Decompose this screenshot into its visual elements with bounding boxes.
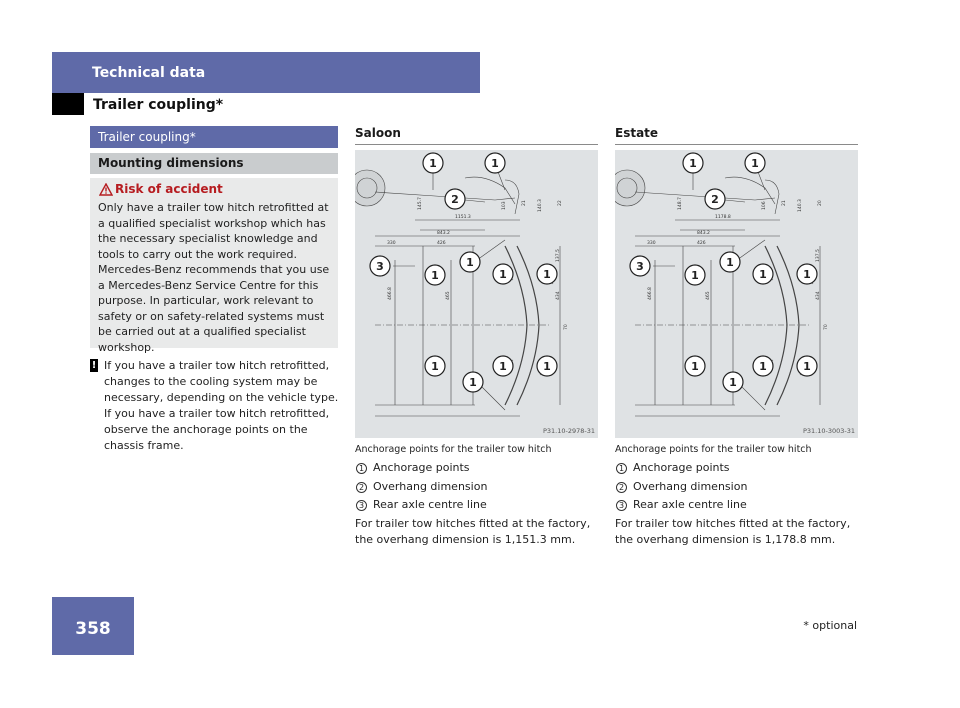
legend-label: Anchorage points — [373, 461, 470, 474]
saloon-dim-5: 466.8 — [388, 287, 393, 300]
legend-number: 2 — [356, 482, 367, 493]
header-marker — [52, 93, 84, 115]
legend-item — [615, 478, 860, 497]
legend-number: 2 — [616, 482, 627, 493]
svg-text:1: 1 — [729, 376, 737, 389]
legend-number: 3 — [616, 500, 627, 511]
saloon-diagram-ref: P31.10-2978-31 — [542, 427, 595, 435]
warning-heading: Risk of accident — [115, 182, 223, 196]
footnote: * optional — [803, 619, 857, 632]
legend-number: 1 — [616, 463, 627, 474]
svg-text:1: 1 — [689, 157, 697, 170]
estate-diagram-svg — [615, 150, 858, 438]
warning-box — [90, 178, 338, 354]
svg-text:1: 1 — [543, 360, 551, 373]
saloon-dim-11: 103 — [502, 201, 507, 210]
saloon-diagram — [355, 150, 598, 438]
warning-text: Only have a trailer tow hitch retrofitted at a qualified specialist workshop which has the necessary specialist knowledge and tools to carry out the work required. Mercedes-Benz recommends that you use a Mercedes-Benz Service Centre for this purpose. In particular, work relevant to safety or on safety-related systems must be carried out at a qualified specialist workshop. — [98, 201, 330, 354]
saloon-dim-13: 140.3 — [538, 199, 543, 212]
estate-diagram-ref: P31.10-3003-31 — [802, 427, 855, 435]
svg-text:1: 1 — [759, 268, 767, 281]
saloon-dim-2: 843.2 — [437, 231, 450, 236]
legend-number: 3 — [356, 500, 367, 511]
estate-dim-13: 140.3 — [798, 199, 803, 212]
svg-text:1: 1 — [499, 268, 507, 281]
saloon-dim-12: 21 — [522, 200, 527, 206]
note-paragraph-2: If you have a trailer tow hitch retrofitted, observe the anchorage points on the chassis frame. — [104, 407, 330, 452]
estate-dim-3: 330 — [647, 241, 656, 246]
page-number: 358 — [75, 619, 111, 639]
estate-dim-14: 20 — [818, 200, 823, 206]
svg-text:2: 2 — [451, 193, 459, 206]
section-header-band — [52, 52, 480, 93]
svg-text:1: 1 — [431, 360, 439, 373]
estate-overhang-paragraph: For trailer tow hitches fitted at the factory, the overhang dimension is 1,178.8 mm. — [615, 516, 851, 546]
saloon-overhang-paragraph: For trailer tow hitches fitted at the factory, the overhang dimension is 1,151.3 mm. — [355, 516, 591, 546]
legend-label: Anchorage points — [633, 461, 730, 474]
svg-text:1: 1 — [691, 360, 699, 373]
estate-dim-9: 70 — [824, 324, 829, 330]
saloon-diagram-svg — [355, 150, 598, 438]
section-bar: Trailer coupling* — [90, 126, 338, 148]
estate-dim-12: 21 — [782, 200, 787, 206]
svg-text:1: 1 — [803, 360, 811, 373]
saloon-dim-7: 137.5 — [556, 249, 561, 262]
saloon-dim-4: 426 — [437, 241, 446, 246]
estate-legend — [615, 459, 860, 549]
estate-dim-7: 137.5 — [816, 249, 821, 262]
legend-label: Overhang dimension — [373, 479, 488, 493]
section-header-title: Technical data — [92, 65, 206, 81]
svg-text:1: 1 — [691, 269, 699, 282]
page-title: Trailer coupling* — [93, 97, 224, 113]
estate-dim-2: 843.2 — [697, 231, 710, 236]
subsection-bar: Mounting dimensions — [90, 153, 338, 174]
svg-text:1: 1 — [803, 268, 811, 281]
legend-item — [615, 459, 860, 478]
warning-triangle-icon — [99, 183, 113, 196]
saloon-dim-14: 22 — [558, 200, 563, 206]
estate-dim-1: 1178.8 — [715, 215, 731, 220]
svg-text:3: 3 — [636, 260, 644, 273]
estate-dim-5: 466.8 — [648, 287, 653, 300]
legend-label: Rear axle centre line — [373, 498, 487, 511]
estate-marker-labels — [636, 157, 811, 389]
note-block — [90, 358, 340, 454]
legend-label: Rear axle centre line — [633, 498, 747, 511]
legend-item — [355, 496, 600, 515]
saloon-dim-10: 145.7 — [418, 197, 423, 210]
estate-dim-6: 465 — [706, 291, 711, 300]
estate-dim-10: 148.7 — [678, 197, 683, 210]
svg-text:1: 1 — [466, 256, 474, 269]
exclamation-icon: ! — [91, 360, 97, 371]
svg-text:1: 1 — [499, 360, 507, 373]
saloon-heading: Saloon — [355, 126, 598, 145]
svg-text:1: 1 — [469, 376, 477, 389]
page-number-box — [52, 597, 134, 655]
saloon-legend — [355, 459, 600, 549]
saloon-caption: Anchorage points for the trailer tow hitch — [355, 444, 552, 455]
legend-item — [355, 478, 600, 497]
legend-label: Overhang dimension — [633, 479, 748, 493]
svg-text:1: 1 — [543, 268, 551, 281]
estate-dim-4: 426 — [697, 241, 706, 246]
estate-dim-8: 434 — [816, 291, 821, 300]
svg-text:1: 1 — [429, 157, 437, 170]
note-paragraph-1: If you have a trailer tow hitch retrofitted, changes to the cooling system may be necessary, depending on the vehicle type. — [104, 359, 339, 404]
svg-text:1: 1 — [726, 256, 734, 269]
saloon-dim-1: 1151.3 — [455, 215, 471, 220]
saloon-dim-6: 465 — [446, 291, 451, 300]
legend-item — [615, 496, 860, 515]
saloon-dim-8: 434 — [556, 291, 561, 300]
svg-text:1: 1 — [759, 360, 767, 373]
svg-text:1: 1 — [751, 157, 759, 170]
saloon-dim-3: 330 — [387, 241, 396, 246]
legend-number: 1 — [356, 463, 367, 474]
estate-dim-11: 106 — [762, 201, 767, 210]
svg-text:3: 3 — [376, 260, 384, 273]
svg-text:1: 1 — [431, 269, 439, 282]
saloon-marker-labels — [376, 157, 551, 389]
estate-heading: Estate — [615, 126, 858, 145]
saloon-dim-9: 70 — [564, 324, 569, 330]
svg-text:1: 1 — [491, 157, 499, 170]
legend-item — [355, 459, 600, 478]
svg-text:2: 2 — [711, 193, 719, 206]
estate-caption: Anchorage points for the trailer tow hitch — [615, 444, 812, 455]
estate-diagram — [615, 150, 858, 438]
